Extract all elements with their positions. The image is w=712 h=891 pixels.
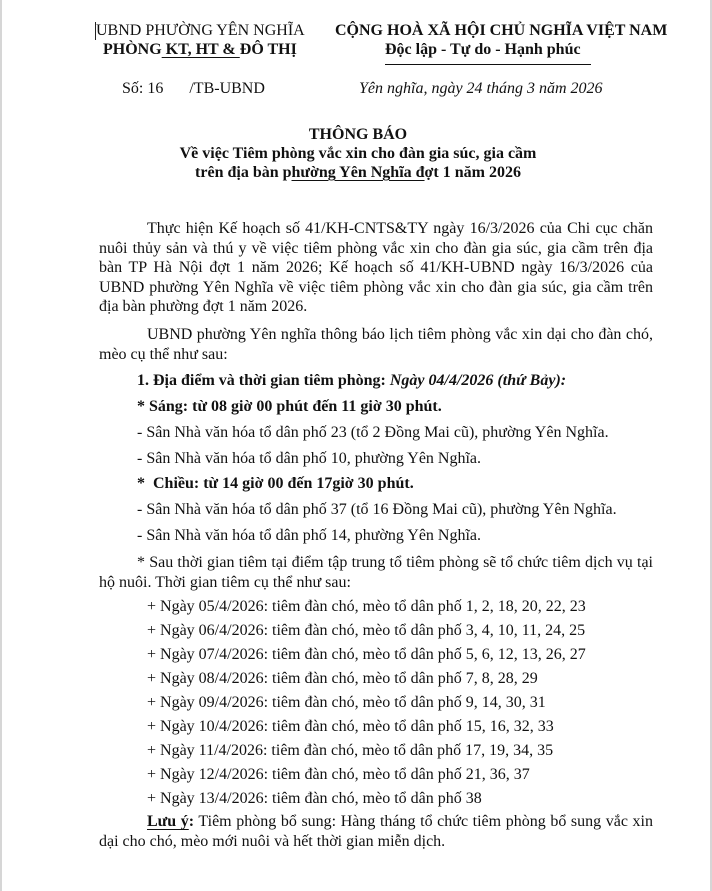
document-title: THÔNG BÁO (308, 126, 408, 143)
schedule-item: + Ngày 12/4/2026: tiêm đàn chó, mèo tổ dân phố 21, 36, 37 (147, 766, 530, 783)
document-number (122, 80, 265, 98)
national-title: CỘNG HOÀ XÃ HỘI CHỦ NGHĨA VIỆT NAM (335, 22, 668, 39)
note-label: Lưu ý (147, 813, 189, 830)
place-date: Yên nghĩa, ngày 24 tháng 3 năm 2026 (359, 80, 603, 97)
document-number-label: Số: 16 (122, 80, 164, 97)
subtitle-2-prefix: trên địa bàn p (195, 164, 292, 181)
schedule-item: + Ngày 11/4/2026: tiêm đàn chó, mèo tổ dân phố 17, 19, 34, 35 (147, 742, 554, 759)
paragraph-basis: Thực hiện Kế hoạch số 41/KH-CNTS&TY ngày 16/3/2026 của Chi cục chăn nuôi thủy sản và thú y về việc tiêm phòng vắc xin cho đàn gia súc, gia cầm trên địa bàn TP Hà Nội đợt 1 năm 2026; Kế hoạch số 41/KH-UBND ngày 16/3/2026 của UBND phường Yên Nghĩa về việc tiêm phòng vắc xin cho đàn gia súc, gia cầm trên địa bàn phường đợt 1 năm 2026. (99, 220, 653, 315)
schedule-item: + Ngày 13/4/2026: tiêm đàn chó, mèo tổ dân phố 38 (147, 790, 482, 807)
subtitle-2-suffix: ợt 1 năm 2026 (424, 164, 521, 181)
document-subtitle-1: Về việc Tiêm phòng vắc xin cho đàn gia súc, gia cầm (179, 145, 537, 162)
schedule-item: + Ngày 09/4/2026: tiêm đàn chó, mèo tổ dân phố 9, 14, 30, 31 (147, 694, 546, 711)
section-1-date: Ngày 04/4/2026 (thứ Bảy): (389, 372, 567, 389)
schedule-item: + Ngày 08/4/2026: tiêm đàn chó, mèo tổ dân phố 7, 8, 28, 29 (147, 670, 538, 687)
document-subtitle-2 (2, 164, 712, 182)
morning-location-1: - Sân Nhà văn hóa tổ dân phố 23 (tổ 2 Đồng Mai cũ), phường Yên Nghĩa. (137, 424, 609, 441)
issuer-line-2-underlined: KT, HT & (161, 41, 240, 58)
afternoon-star: * (137, 475, 145, 492)
schedule-item: + Ngày 05/4/2026: tiêm đàn chó, mèo tổ dân phố 1, 2, 18, 20, 22, 23 (147, 598, 586, 615)
issuer-line-2-suffix: ĐÔ THỊ (239, 41, 297, 58)
section-1-heading (137, 372, 566, 390)
schedule-item: + Ngày 10/4/2026: tiêm đàn chó, mèo tổ dân phố 15, 16, 32, 33 (147, 718, 554, 735)
document-number-suffix: /TB-UBND (189, 80, 265, 97)
schedule-item: + Ngày 06/4/2026: tiêm đàn chó, mèo tổ dân phố 3, 4, 10, 11, 24, 25 (147, 622, 586, 639)
issuer-line-2 (103, 41, 297, 59)
paragraph-home-service: * Sau thời gian tiêm tại điểm tập trung tổ tiêm phòng sẽ tổ chức tiêm dịch vụ tại hộ nuôi. Thời gian tiêm cụ thể như sau: (99, 554, 653, 591)
morning-heading: * Sáng: từ 08 giờ 00 phút đến 11 giờ 30 phút. (137, 398, 442, 415)
motto-underline (385, 64, 591, 65)
section-1-label: 1. Địa điểm và thời gian tiêm phòng: (137, 372, 390, 389)
afternoon-location-1: - Sân Nhà văn hóa tổ dân phố 37 (tổ 16 Đồng Mai cũ), phường Yên Nghĩa. (137, 501, 617, 518)
afternoon-location-2: - Sân Nhà văn hóa tổ dân phố 14, phường Yên Nghĩa. (137, 527, 482, 544)
paragraph-announcement: UBND phường Yên nghĩa thông báo lịch tiêm phòng vắc xin dại cho đàn chó, mèo cụ thể như sau: (99, 326, 653, 363)
issuer-line-2-prefix: PHÒNG (103, 41, 162, 58)
schedule-item: + Ngày 07/4/2026: tiêm đàn chó, mèo tổ dân phố 5, 6, 12, 13, 26, 27 (147, 646, 586, 663)
note-colon: : (188, 813, 195, 830)
afternoon-heading-text: Chiều: từ 14 giờ 00 đến 17giờ 30 phút. (153, 475, 414, 492)
note-text: Tiêm phòng bổ sung: Hàng tháng tổ chức tiêm phòng bổ sung vắc xin dại cho chó, mèo mới nuôi và hết thời gian miễn dịch. (99, 813, 654, 850)
note-paragraph (99, 812, 653, 851)
subtitle-2-underlined: hường Yên Nghĩa đ (291, 164, 425, 181)
morning-location-2: - Sân Nhà văn hóa tổ dân phố 10, phường Yên Nghĩa. (137, 450, 482, 467)
issuer-line-1: UBND PHƯỜNG YÊN NGHĨA (96, 22, 305, 39)
afternoon-heading (137, 475, 414, 493)
national-motto: Độc lập - Tự do - Hạnh phúc (385, 41, 581, 58)
